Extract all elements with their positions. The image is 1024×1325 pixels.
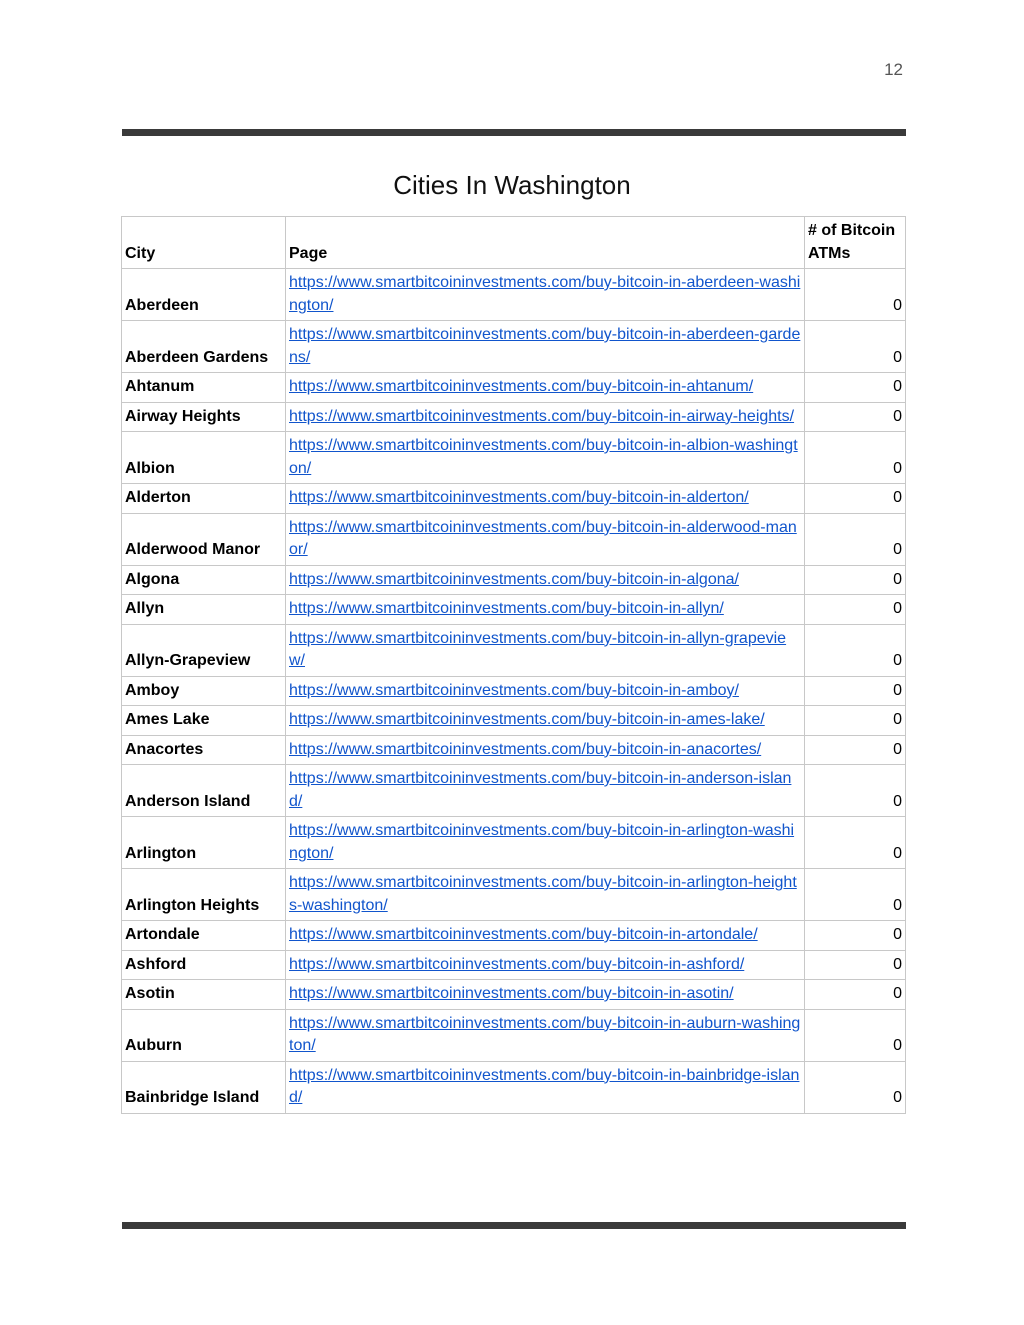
atm-count: 0 (805, 595, 906, 625)
page-cell (286, 484, 805, 514)
atm-count: 0 (805, 513, 906, 565)
page-cell (286, 269, 805, 321)
city-name: Artondale (122, 921, 286, 951)
page-cell (286, 869, 805, 921)
atm-count: 0 (805, 484, 906, 514)
city-page-link[interactable]: https://www.smartbitcoininvestments.com/buy-bitcoin-in-artondale/ (289, 926, 758, 943)
table-row (122, 624, 906, 676)
page-cell (286, 513, 805, 565)
table-row (122, 950, 906, 980)
page-cell (286, 706, 805, 736)
table-body (122, 269, 906, 1114)
table-row (122, 595, 906, 625)
table-row (122, 980, 906, 1010)
atm-count: 0 (805, 269, 906, 321)
page-cell (286, 432, 805, 484)
table-row (122, 869, 906, 921)
city-name: Aberdeen (122, 269, 286, 321)
city-name: Auburn (122, 1009, 286, 1061)
page-title: Cities In Washington (393, 170, 631, 200)
city-page-link[interactable]: https://www.smartbitcoininvestments.com/buy-bitcoin-in-allyn/ (289, 600, 724, 617)
page-cell (286, 950, 805, 980)
table-row (122, 921, 906, 951)
city-name: Amboy (122, 676, 286, 706)
table-row (122, 1009, 906, 1061)
city-name: Alderwood Manor (122, 513, 286, 565)
city-page-link[interactable]: https://www.smartbitcoininvestments.com/buy-bitcoin-in-airway-heights/ (289, 407, 795, 425)
page-cell (286, 1009, 805, 1061)
city-page-link[interactable]: https://www.smartbitcoininvestments.com/buy-bitcoin-in-bainbridge-island/ (289, 1066, 800, 1106)
atm-count: 0 (805, 980, 906, 1010)
city-page-link[interactable]: https://www.smartbitcoininvestments.com/buy-bitcoin-in-ahtanum/ (289, 378, 754, 395)
city-page-link[interactable]: https://www.smartbitcoininvestments.com/buy-bitcoin-in-auburn-washington/ (289, 1014, 801, 1054)
city-page-link[interactable]: https://www.smartbitcoininvestments.com/buy-bitcoin-in-arlington-heights-washington/ (289, 874, 797, 914)
city-page-link[interactable]: https://www.smartbitcoininvestments.com/buy-bitcoin-in-aberdeen-gardens/ (289, 326, 801, 366)
atm-count: 0 (805, 869, 906, 921)
table-row (122, 676, 906, 706)
city-page-link[interactable]: https://www.smartbitcoininvestments.com/buy-bitcoin-in-aberdeen-washington/ (289, 274, 801, 314)
atm-count: 0 (805, 432, 906, 484)
table-row (122, 817, 906, 869)
page-cell (286, 980, 805, 1010)
city-name: Allyn (122, 595, 286, 625)
city-name: Ashford (122, 950, 286, 980)
city-page-link[interactable]: https://www.smartbitcoininvestments.com/buy-bitcoin-in-alderwood-manor/ (289, 518, 797, 558)
table-row (122, 402, 906, 432)
city-name: Bainbridge Island (122, 1061, 286, 1113)
page-cell (286, 402, 805, 432)
atm-count: 0 (805, 676, 906, 706)
page-cell (286, 765, 805, 817)
city-name: Algona (122, 565, 286, 595)
column-header-city: City (122, 217, 286, 269)
bottom-divider (122, 1222, 906, 1229)
atm-count: 0 (805, 373, 906, 403)
table-row (122, 269, 906, 321)
atm-count: 0 (805, 817, 906, 869)
page-cell (286, 373, 805, 403)
atm-count: 0 (805, 706, 906, 736)
atm-count: 0 (805, 1061, 906, 1113)
atm-count: 0 (805, 565, 906, 595)
column-header-page: Page (286, 217, 805, 269)
city-name: Arlington (122, 817, 286, 869)
city-page-link[interactable]: https://www.smartbitcoininvestments.com/buy-bitcoin-in-anderson-island/ (289, 770, 792, 810)
page-number: 12 (884, 60, 903, 79)
page-cell (286, 595, 805, 625)
atm-count: 0 (805, 735, 906, 765)
atm-count: 0 (805, 765, 906, 817)
city-name: Arlington Heights (122, 869, 286, 921)
page-cell (286, 676, 805, 706)
atm-count: 0 (805, 950, 906, 980)
city-page-link[interactable]: https://www.smartbitcoininvestments.com/buy-bitcoin-in-ames-lake/ (289, 711, 765, 728)
table-row (122, 765, 906, 817)
table-header-row (122, 217, 906, 269)
cities-table (121, 216, 906, 1114)
table-row (122, 373, 906, 403)
page-cell (286, 565, 805, 595)
table-row (122, 735, 906, 765)
table-row (122, 484, 906, 514)
table-row (122, 565, 906, 595)
city-name: Anacortes (122, 735, 286, 765)
city-name: Aberdeen Gardens (122, 321, 286, 373)
city-page-link[interactable]: https://www.smartbitcoininvestments.com/buy-bitcoin-in-algona/ (289, 570, 739, 588)
column-header-atms: # of Bitcoin ATMs (805, 217, 906, 269)
city-page-link[interactable]: https://www.smartbitcoininvestments.com/buy-bitcoin-in-ashford/ (289, 955, 745, 973)
atm-count: 0 (805, 1009, 906, 1061)
atm-count: 0 (805, 921, 906, 951)
page-cell (286, 624, 805, 676)
atm-count: 0 (805, 321, 906, 373)
table-row (122, 706, 906, 736)
page-cell (286, 817, 805, 869)
city-name: Alderton (122, 484, 286, 514)
page-cell (286, 735, 805, 765)
city-name: Asotin (122, 980, 286, 1010)
city-name: Albion (122, 432, 286, 484)
top-divider (122, 129, 906, 136)
table-row (122, 513, 906, 565)
city-page-link[interactable]: https://www.smartbitcoininvestments.com/buy-bitcoin-in-albion-washington/ (289, 437, 798, 477)
city-page-link[interactable]: https://www.smartbitcoininvestments.com/buy-bitcoin-in-allyn-grapeview/ (289, 629, 787, 669)
table-row (122, 432, 906, 484)
table-row (122, 1061, 906, 1113)
page-cell (286, 321, 805, 373)
city-name: Airway Heights (122, 402, 286, 432)
city-name: Ames Lake (122, 706, 286, 736)
table-row (122, 321, 906, 373)
city-page-link[interactable]: https://www.smartbitcoininvestments.com/buy-bitcoin-in-asotin/ (289, 985, 734, 1002)
page-cell (286, 1061, 805, 1113)
city-page-link[interactable]: https://www.smartbitcoininvestments.com/buy-bitcoin-in-arlington-washington/ (289, 822, 795, 862)
atm-count: 0 (805, 624, 906, 676)
city-name: Allyn-Grapeview (122, 624, 286, 676)
page-cell (286, 921, 805, 951)
atm-count: 0 (805, 402, 906, 432)
city-page-link[interactable]: https://www.smartbitcoininvestments.com/buy-bitcoin-in-alderton/ (289, 489, 749, 506)
city-name: Ahtanum (122, 373, 286, 403)
city-page-link[interactable]: https://www.smartbitcoininvestments.com/buy-bitcoin-in-anacortes/ (289, 740, 762, 758)
city-name: Anderson Island (122, 765, 286, 817)
city-page-link[interactable]: https://www.smartbitcoininvestments.com/buy-bitcoin-in-amboy/ (289, 681, 739, 699)
